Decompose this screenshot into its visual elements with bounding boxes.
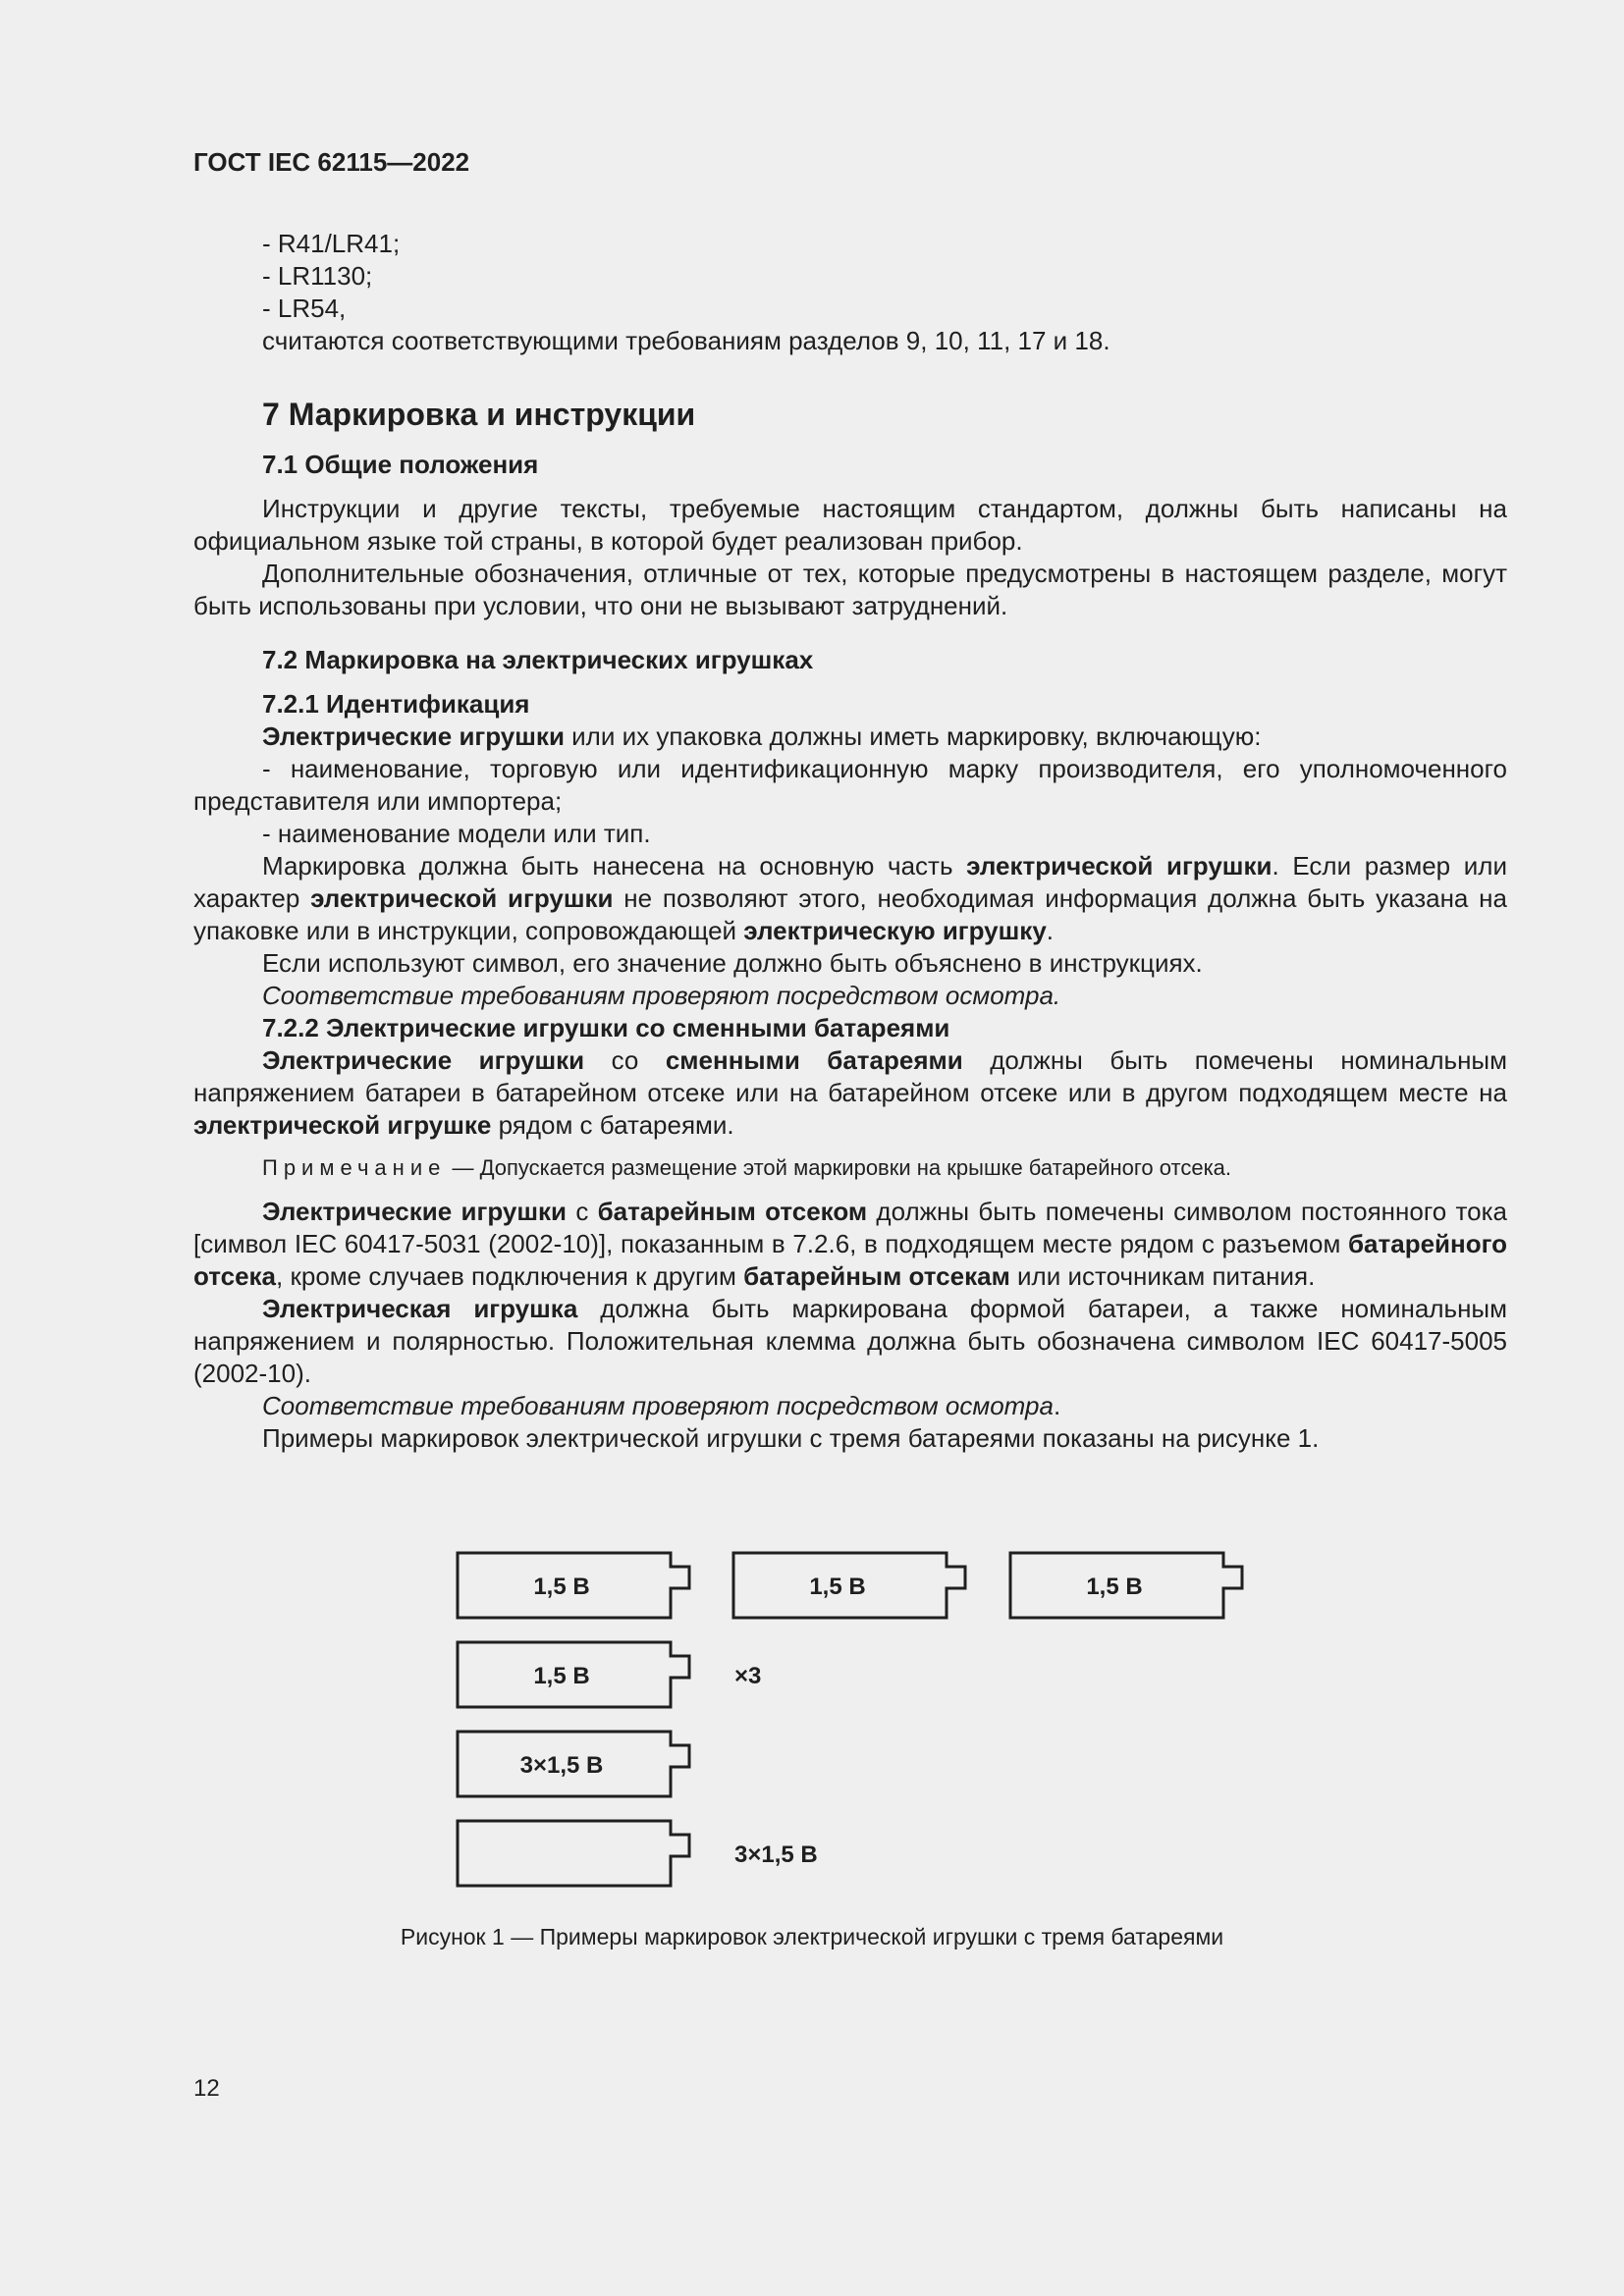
term: электрическую игрушку bbox=[743, 916, 1047, 945]
list-item: - наименование модели или тип. bbox=[262, 819, 651, 848]
term: электрической игрушки bbox=[966, 851, 1272, 881]
battery-voltage-label: 1,5 В bbox=[809, 1574, 866, 1600]
section-title: 7 Маркировка и инструкции bbox=[262, 397, 696, 432]
paragraph: Примеры маркировок электрической игрушки с тремя батареями показаны на рисунке 1. bbox=[262, 1423, 1320, 1453]
battery-voltage-label: 1,5 В bbox=[533, 1574, 590, 1600]
paragraph: Электрические игрушки со сменными батареями должны быть помечены номинальным напряжением батареи в батарейном отсеке или на батарейном отсеке или в другом подходящем месте на электрической игрушке рядом с батареями. bbox=[193, 1045, 1507, 1140]
paragraph: Дополнительные обозначения, отличные от тех, которые предусмотрены в настоящем разделе, могут быть использованы при условии, что они не вызывают затруднений. bbox=[193, 559, 1507, 620]
paragraph: Если используют символ, его значение должно быть объяснено в инструкциях. bbox=[262, 948, 1203, 978]
term: батарейного отсека bbox=[193, 1229, 1507, 1291]
figure-caption: Рисунок 1 — Примеры маркировок электрической игрушки с тремя батареями bbox=[400, 1924, 1224, 1949]
list-conclusion: считаются соответствующими требованиям разделов 9, 10, 11, 17 и 18. bbox=[262, 326, 1110, 355]
list-item: - LR54, bbox=[262, 294, 347, 323]
figure-1 bbox=[0, 1541, 1624, 1914]
list-item: - LR1130; bbox=[262, 261, 373, 291]
compliance-check: Соответствие требованиям проверяют посредством осмотра. bbox=[262, 1391, 1061, 1420]
term: электрической игрушки bbox=[310, 883, 614, 913]
subsection-title: 7.2 Маркировка на электрических игрушках bbox=[262, 645, 814, 674]
paragraph: Маркировка должна быть нанесена на основную часть электрической игрушки. Если размер или характер электрической игрушки не позволяют этого, необходимая информация должна быть указана на упаковке или в инструкции, сопровождающей электрическую игрушку. bbox=[193, 851, 1508, 945]
term: электрической игрушке bbox=[193, 1110, 492, 1140]
battery-side-label: 3×1,5 В bbox=[734, 1842, 818, 1868]
term: Электрические игрушки bbox=[262, 1045, 585, 1075]
document-header: ГОСТ IEC 62115—2022 bbox=[193, 147, 470, 177]
battery-voltage-label: 1,5 В bbox=[1086, 1574, 1143, 1600]
clause-title: 7.2.2 Электрические игрушки со сменными батареями bbox=[262, 1013, 950, 1042]
term: Электрическая игрушка bbox=[262, 1294, 578, 1323]
note: Примечание — Допускается размещение этой маркировки на крышке батарейного отсека. bbox=[262, 1155, 1232, 1180]
note-label: Примечание bbox=[262, 1155, 447, 1180]
term: батарейным отсекам bbox=[743, 1261, 1010, 1291]
compliance-check: Соответствие требованиям проверяют посредством осмотра. bbox=[262, 981, 1061, 1010]
page-number: 12 bbox=[193, 2075, 220, 2102]
paragraph: Электрическая игрушка должна быть маркирована формой батареи, а также номинальным напряжением и полярностью. Положительная клемма должна быть обозначена символом IEC 60417-5005 (2002-10). bbox=[193, 1294, 1507, 1388]
term: Электрические игрушки bbox=[262, 1197, 568, 1226]
term: батарейным отсеком bbox=[597, 1197, 868, 1226]
list-item: - R41/LR41; bbox=[262, 229, 401, 258]
paragraph: Электрические игрушки с батарейным отсеком должны быть помечены символом постоянного тока [символ IEC 60417-5031 (2002-10)], показанным в 7.2.6, в подходящем месте рядом с разъемом батарейного отсека, кроме случаев подключения к другим батарейным отсекам или источникам питания. bbox=[193, 1197, 1507, 1291]
page-content bbox=[193, 228, 1507, 1455]
battery-symbol bbox=[458, 1821, 689, 1886]
paragraph: Электрические игрушки или их упаковка должны иметь маркировку, включающую: bbox=[262, 721, 1262, 751]
subsection-title: 7.1 Общие положения bbox=[262, 450, 539, 479]
battery-marking-figure bbox=[0, 1541, 1624, 1914]
battery-voltage-label: 1,5 В bbox=[533, 1663, 590, 1689]
clause-title: 7.2.1 Идентификация bbox=[262, 689, 530, 719]
battery-voltage-label: 3×1,5 В bbox=[519, 1752, 604, 1779]
term: сменными батареями bbox=[665, 1045, 963, 1075]
battery-count-label: ×3 bbox=[734, 1663, 762, 1689]
list-item: - наименование, торговую или идентификационную марку производителя, его уполномоченного представителя или импортера; bbox=[193, 754, 1507, 816]
term: Электрические игрушки bbox=[262, 721, 565, 751]
paragraph: Инструкции и другие тексты, требуемые настоящим стандартом, должны быть написаны на официальном языке той страны, в которой будет реализован прибор. bbox=[193, 494, 1507, 556]
